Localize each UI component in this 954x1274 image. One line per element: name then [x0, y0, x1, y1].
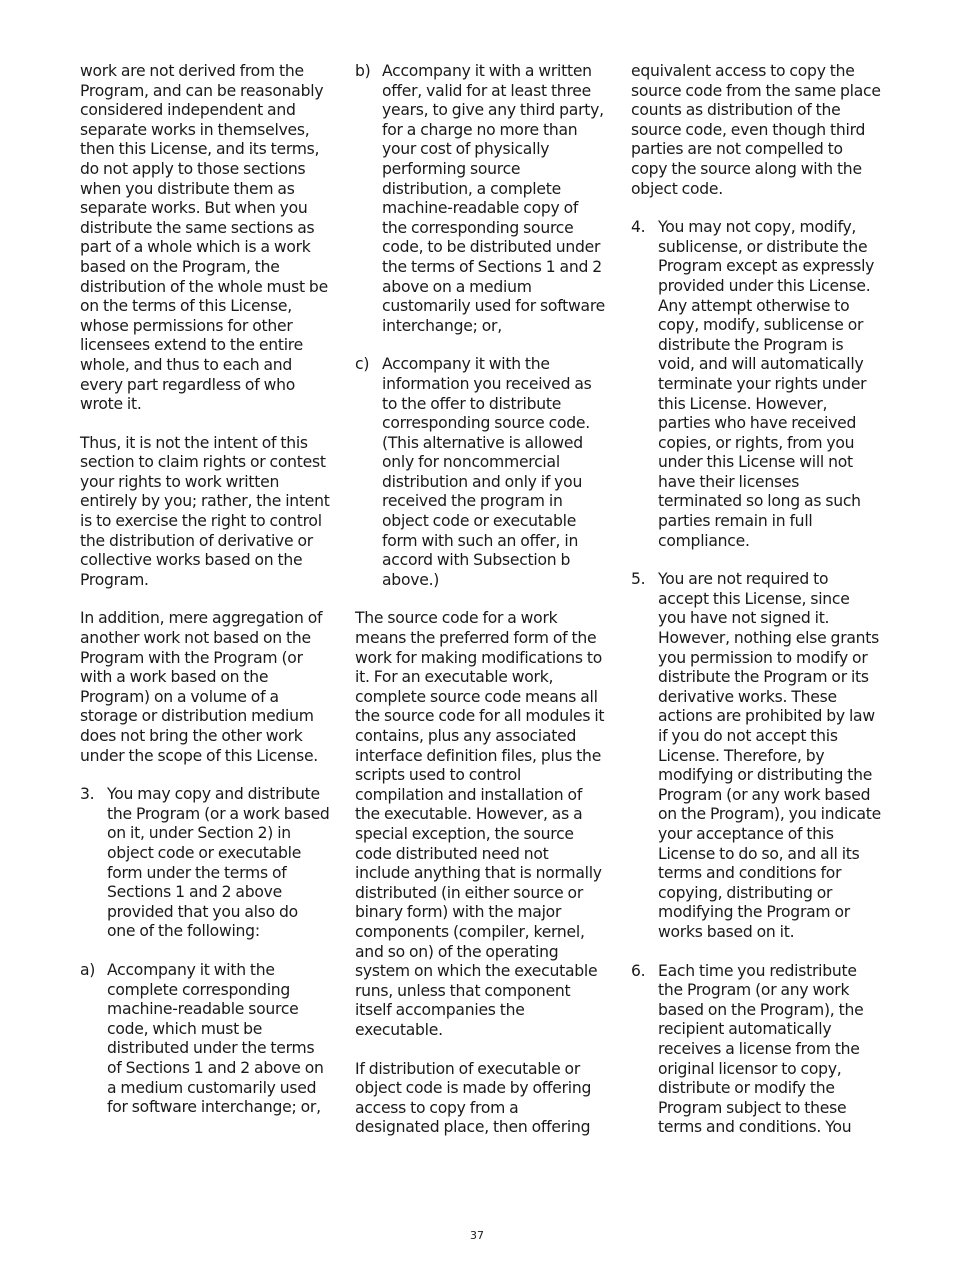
paragraph-aggregation: In addition, mere aggregation of another work not based on the Program with the Program (or with a work based on the Program) on a volume of a storage or distribution medium does not bring the other work under the scope of this License.: [80, 609, 323, 765]
list-item-text: Accompany it with the information you received as to the offer to distribute corresponding source code. (This alternative is allowed only for noncommercial distribution and only if you received the program in object code or executable form with such an offer, in accord with Subsection b above.): [382, 355, 592, 589]
paragraph-equivalent-access: equivalent access to copy the source code from the same place counts as distribution of the source code, even though third parties are not compelled to copy the source along with the object code.: [631, 62, 881, 198]
paragraph-distribution-offer: If distribution of executable or object code is made by offering access to copy from a designated place, then offering: [355, 1059, 592, 1137]
paragraph-source-code: The source code for a work means the preferred form of the work for making modifications to it. For an executable work, complete source code means all the source code for all modules it contains, plus any associated interface definition files, plus the scripts used to control compilation and installation of the executable. However, as a special exception, the source code distributed need not include anything that is normally distributed (in either source or binary form) with the major components (compiler, kernel, and so on) of the operating system on which the executable runs, unless that component itself accompanies the executable.: [355, 609, 605, 1039]
list-item-text: You may not copy, modify, sublicense, or distribute the Program except as expressly provided under this License. Any attempt otherwise to copy, modify, sublicense or distribute the Program is void, and will automatically terminate your rights under this License. However, parties who have received copies, or rights, from you under this License will not have their licenses terminated so long as such parties remain in full compliance.: [658, 218, 875, 550]
column-right: [631, 62, 881, 1157]
column-middle: [355, 62, 605, 1157]
paragraph-intent: Thus, it is not the intent of this section to claim rights or contest your rights to work written entirely by you; rather, the intent is to exercise the right to control the distribution of derivative or collective works based on the Program.: [80, 433, 330, 589]
list-marker: b): [355, 62, 371, 80]
list-marker: 4.: [631, 218, 646, 237]
list-marker: c): [355, 355, 370, 374]
list-item-3: [80, 785, 330, 942]
list-marker: 3.: [80, 785, 95, 804]
list-item-a: [80, 961, 330, 1118]
list-item-text: You may copy and distribute the Program (or a work based on it, under Section 2) in object code or executable form under the terms of Sections 1 and 2 above provided that you also do one of the following:: [107, 785, 330, 941]
list-item-b: [355, 62, 605, 336]
list-marker: 5.: [631, 570, 646, 589]
list-item-5: [631, 570, 881, 942]
paragraph-separate-works: work are not derived from the Program, and can be reasonably considered independent and separate works in themselves, then this License, and its terms, do not apply to those sections when you distribute them as separate works. But when you distribute the same sections as part of a whole which is a work based on the Program, the distribution of the whole must be on the terms of this License, whose permissions for other licensees extend to the entire whole, and thus to each and every part regardless of who wrote it.: [80, 62, 328, 414]
page-number: 37: [470, 1229, 484, 1242]
list-marker: 6.: [631, 961, 646, 980]
list-item-c: [355, 355, 605, 590]
list-item-text: You are not required to accept this License, since you have not signed it. However, nothing else grants you permission to modify or distribute the Program or its derivative works. These actions are prohibited by law if you do not accept this License. Therefore, by modifying or distributing the Program (or any work based on the Program), you indicate your acceptance of this License to do so, and all its terms and conditions for copying, distributing or modifying the Program or works based on it.: [658, 570, 881, 941]
column-left: [80, 62, 330, 1137]
list-item-4: [631, 218, 881, 551]
list-item-text: Accompany it with a written offer, valid for at least three years, to give any third party, for a charge no more than your cost of physically performing source distribution, a complete machine-readable copy of the corresponding source code, to be distributed under the terms of Sections 1 and 2 above on a medium customarily used for software interchange; or,: [382, 62, 606, 335]
list-item-text: Accompany it with the complete corresponding machine-readable source code, which must be distributed under the terms of Sections 1 and 2 above on a medium customarily used for software interchange; or,: [107, 960, 324, 1117]
list-item-6: [631, 962, 881, 1138]
list-marker: a): [80, 960, 96, 979]
list-item-text: Each time you redistribute the Program (or any work based on the Program), the recipient automatically receives a license from the original licensor to copy, distribute or modify the Program subject to these terms and conditions. You: [658, 961, 864, 1137]
